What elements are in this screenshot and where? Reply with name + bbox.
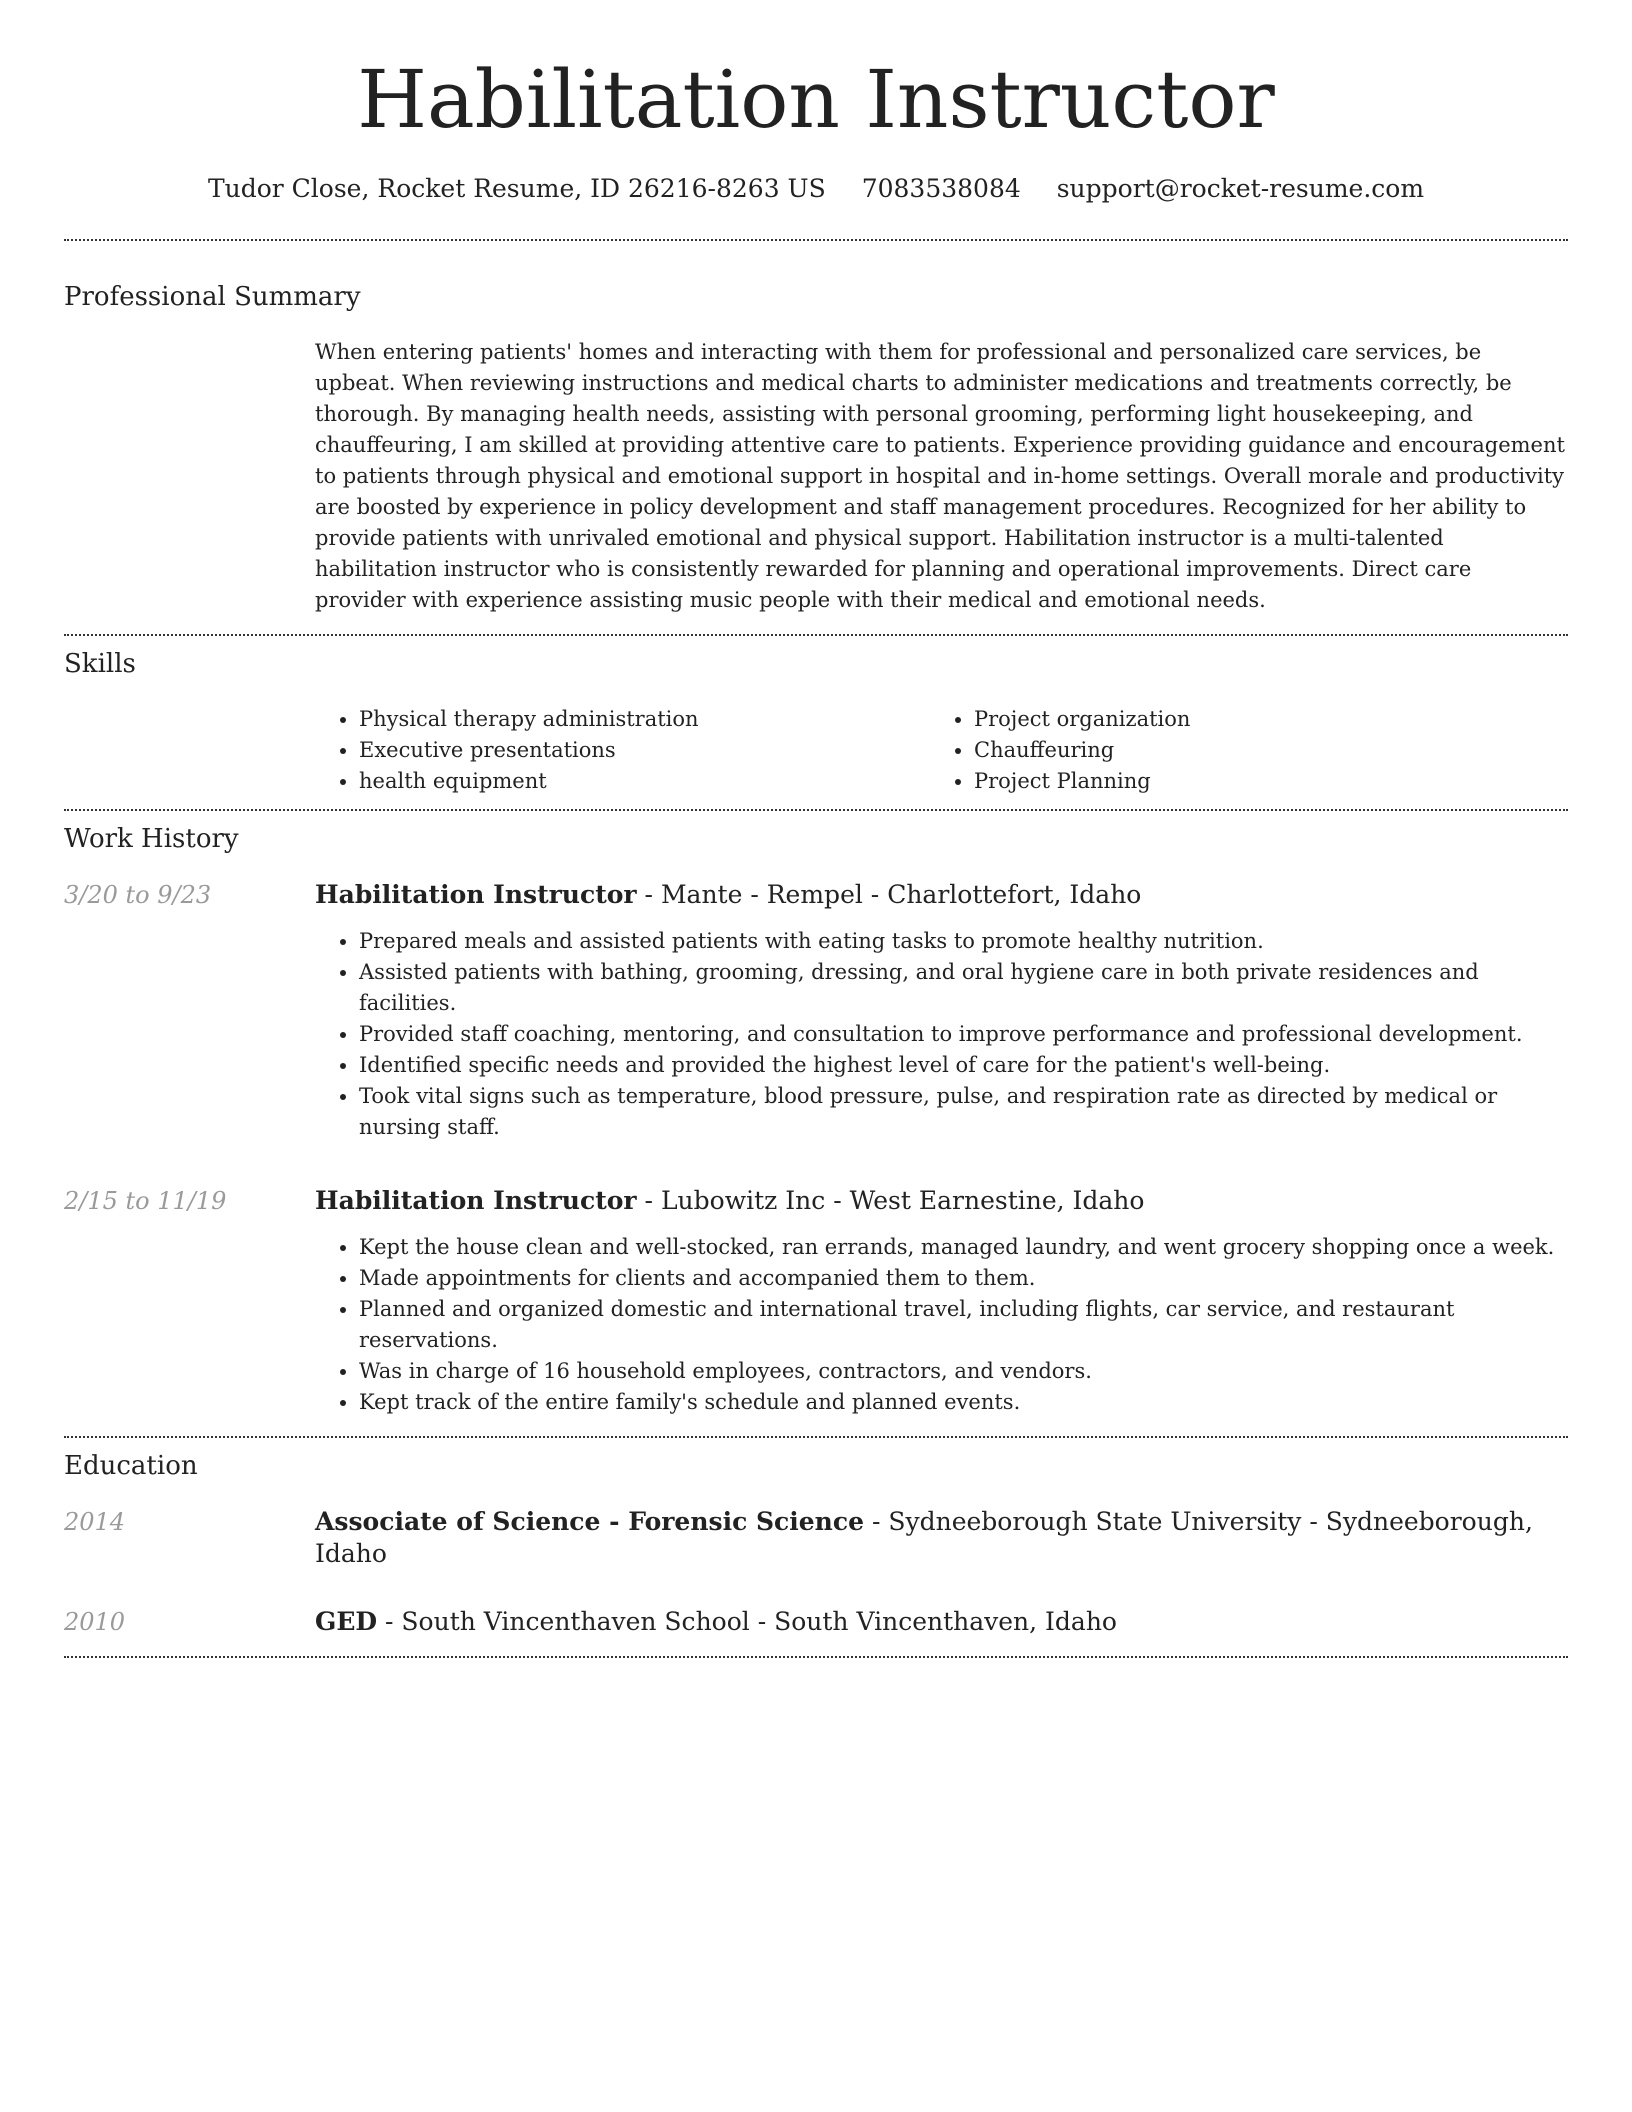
contact-phone: 7083538084 (861, 174, 1021, 203)
job-dates: 3/20 to 9/23 (64, 881, 212, 909)
contact-email: support@rocket-resume.com (1056, 174, 1425, 203)
job-entry (64, 879, 1568, 1143)
job-bullet: • Assisted patients with bathing, grooming, dressing, and oral hygiene care in both private residences and facilities. (359, 957, 1568, 1019)
summary-text: When entering patients' homes and interacting with them for professional and personalized care services, be upbeat. When reviewing instructions and medical charts to administer medications and treatments correctly, be thorough. By managing health needs, assisting with personal grooming, performing light housekeeping, and chauffeuring, I am skilled at providing attentive care to patients. Experience providing guidance and encouragement to patients through physical and emotional support in hospital and in-home settings. Overall morale and productivity are boosted by experience in policy development and staff management procedures. Recognized for her ability to provide patients with unrivaled emotional and physical support. Habilitation instructor is a multi-talented habilitation instructor who is consistently rewarded for planning and operational improvements. Direct care provider with experience assisting music people with their medical and emotional needs. (315, 340, 1565, 612)
job-bullets (315, 1232, 1568, 1418)
job-bullet: • Identified specific needs and provided the highest level of care for the patient's well-being. (359, 1050, 1568, 1081)
education-heading (315, 1506, 1568, 1570)
job-bullet: • Kept track of the entire family's schedule and planned events. (359, 1387, 1568, 1418)
job-details (315, 879, 1568, 1143)
skills-title: Skills (64, 649, 136, 679)
summary-section (64, 281, 1568, 634)
job-heading (315, 1185, 1568, 1217)
education-title: Education (64, 1451, 198, 1481)
skills-column-left (315, 704, 930, 797)
work-history-section (64, 823, 1568, 1436)
job-employer-location: - Mante - Rempel - Charlottefort, Idaho (636, 880, 1142, 909)
resume-page (64, 0, 1568, 1658)
job-bullet: • Took vital signs such as temperature, blood pressure, pulse, and respiration rate as directed by medical or nursing staff. (359, 1081, 1568, 1143)
contact-line (64, 174, 1568, 204)
degree-title: Associate of Science - Forensic Science (315, 1507, 864, 1536)
job-bullet: • Prepared meals and assisted patients with eating tasks to promote healthy nutrition. (359, 926, 1568, 957)
education-heading (315, 1606, 1117, 1638)
job-bullet: • Was in charge of 16 household employees, contractors, and vendors. (359, 1356, 1568, 1387)
job-dates: 2/15 to 11/19 (64, 1187, 227, 1215)
contact-address: Tudor Close, Rocket Resume, ID 26216-8263 US (207, 174, 826, 203)
resume-header (64, 0, 1568, 204)
section-divider (64, 239, 1568, 241)
job-title: Habilitation Instructor (315, 1186, 637, 1215)
job-entry (64, 1185, 1568, 1418)
section-divider (64, 634, 1568, 636)
job-bullet: • Planned and organized domestic and international travel, including flights, car service, and restaurant reservations. (359, 1294, 1568, 1356)
job-bullet: • Provided staff coaching, mentoring, and consultation to improve performance and professional development. (359, 1019, 1568, 1050)
job-title: Habilitation Instructor (315, 880, 637, 909)
skill-item: • Executive presentations (359, 735, 930, 766)
skills-list (315, 704, 1568, 809)
education-entry (64, 1506, 1568, 1570)
job-employer-location: - Lubowitz Inc - West Earnestine, Idaho (636, 1186, 1145, 1215)
degree-title: GED (315, 1607, 378, 1636)
job-heading (315, 879, 1568, 911)
candidate-name: Habilitation Instructor (357, 53, 1275, 146)
section-divider (64, 1436, 1568, 1438)
section-divider (64, 809, 1568, 811)
school-location: - South Vincenthaven School - South Vincenthaven, Idaho (377, 1607, 1117, 1636)
work-history-title: Work History (64, 824, 239, 854)
skills-section (64, 648, 1568, 809)
job-details (315, 1185, 1568, 1418)
education-section (64, 1450, 1568, 1656)
section-divider (64, 1656, 1568, 1658)
education-year: 2010 (64, 1608, 126, 1636)
skills-column-right (930, 704, 1534, 797)
skill-item: • Chauffeuring (974, 735, 1534, 766)
skill-item: • Project organization (974, 704, 1534, 735)
education-entry (64, 1606, 1568, 1638)
job-bullet: • Made appointments for clients and accompanied them to them. (359, 1263, 1568, 1294)
education-year: 2014 (64, 1508, 126, 1536)
skill-item: • Project Planning (974, 766, 1534, 797)
school-location: - Sydneeborough State University - Sydneeborough, Idaho (315, 1507, 1533, 1568)
summary-title: Professional Summary (64, 282, 361, 312)
skill-item: • health equipment (359, 766, 930, 797)
skill-item: • Physical therapy administration (359, 704, 930, 735)
job-bullet: • Kept the house clean and well-stocked, ran errands, managed laundry, and went grocery shopping once a week. (359, 1232, 1568, 1263)
job-bullets (315, 926, 1568, 1143)
